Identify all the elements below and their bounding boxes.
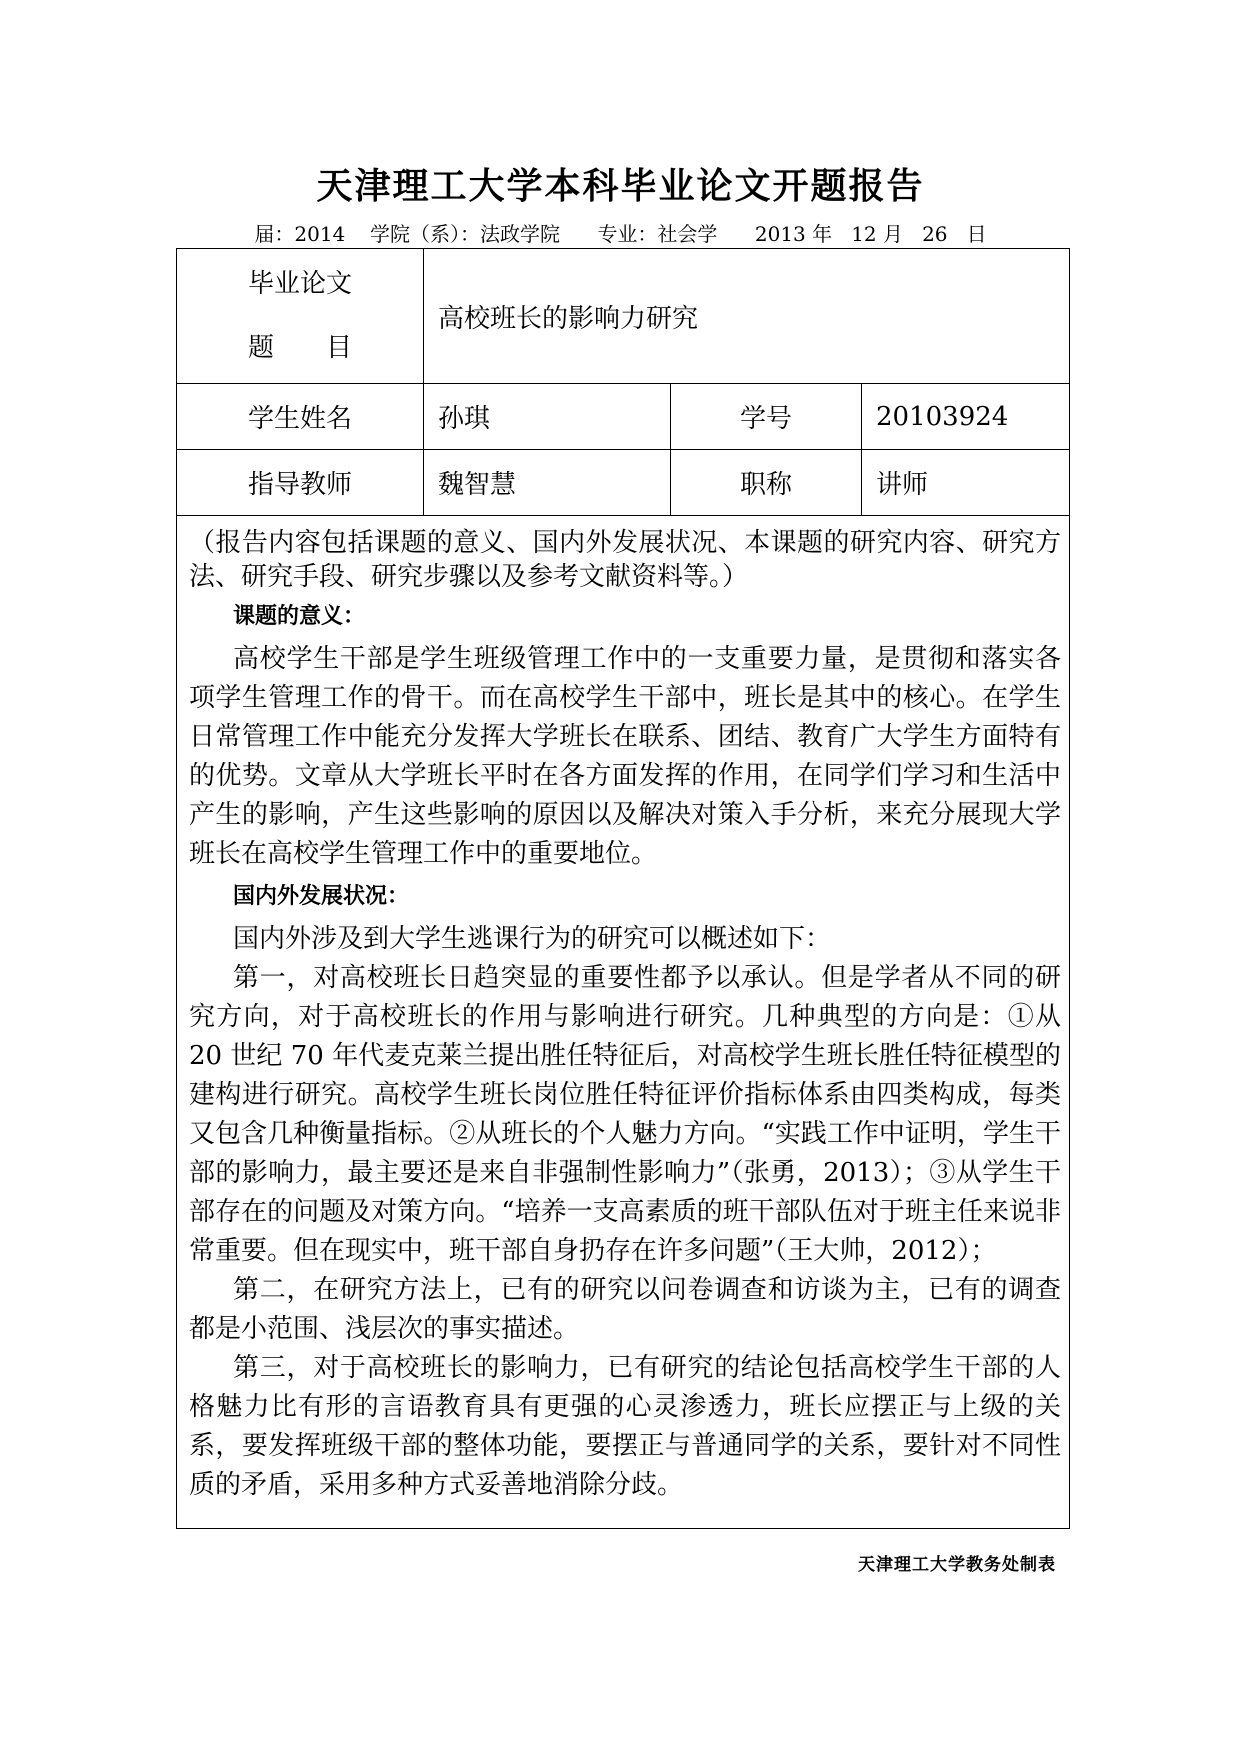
form-footer: 天津理工大学教务处制表 xyxy=(858,1555,1056,1575)
report-content-cell xyxy=(177,516,1070,1529)
meta-major: 专业：社会学 xyxy=(597,222,718,246)
thesis-title-value: 高校班长的影响力研究 xyxy=(424,249,1070,384)
thesis-title-label-cell xyxy=(177,249,424,384)
status-intro: 国内外涉及到大学生逃课行为的研究可以概述如下： xyxy=(233,924,832,954)
report-title: 天津理工大学本科毕业论文开题报告 xyxy=(316,165,925,207)
heading-status: 国内外发展状况： xyxy=(233,883,410,909)
student-name-value: 孙琪 xyxy=(424,384,671,450)
advisor-row xyxy=(177,450,1070,516)
advisor-rank-value: 讲师 xyxy=(862,450,1070,516)
status-paragraph-2: 第二，在研究方法上，已有的研究以问卷调查和访谈为主，已有的调查都是小范围、浅层次的事实描述。 xyxy=(189,1275,1061,1344)
thesis-title-label-line1: 毕业论文 xyxy=(247,269,352,299)
report-meta xyxy=(0,218,1241,247)
student-row xyxy=(177,384,1070,450)
student-id-value: 20103924 xyxy=(862,384,1070,450)
report-content-row xyxy=(177,516,1070,1529)
significance-paragraph: 高校学生干部是学生班级管理工作中的一支重要力量，是贯彻和落实各项学生管理工作的骨干。而在高校学生干部中，班长是其中的核心。在学生日常管理工作中能充分发挥大学班长在联系、团结、教育广大学生方面特有的优势。文章从大学班长平时在各方面发挥的作用，在同学们学习和生活中产生的影响，产生这些影响的原因以及解决对策入手分析，来充分展现大学班长在高校学生管理工作中的重要地位。 xyxy=(189,644,1061,869)
status-paragraph-1: 第一，对高校班长日趋突显的重要性都予以承认。但是学者从不同的研究方向，对于高校班长的作用与影响进行研究。几种典型的方向是：①从 20 世纪 70 年代麦克莱兰提出胜任特征后，对高校学生班长胜任特征模型的建构进行研究。高校学生班长岗位胜任特征评价指标体系由四类构成，每类又包含几种衡量指标。②从班长的个人魅力方向。“实践工作中证明，学生干部的影响力，最主要还是来自非强制性影响力”（张勇，2013）；③从学生干部存在的问题及对策方向。“培养一支高素质的班干部队伍对于班主任来说非常重要。但在现实中，班干部自身扔存在许多问题”（王大帅，2012）； xyxy=(189,963,1061,1266)
meta-date: 2013 年 12 月 26 日 xyxy=(754,222,987,246)
thesis-title-label-line2: 题 目 xyxy=(247,333,352,363)
student-id-label: 学号 xyxy=(671,384,862,450)
content-note: （报告内容包括课题的意义、国内外发展状况、本课题的研究内容、研究方法、研究手段、研究步骤以及参考文献资料等。） xyxy=(189,528,1061,592)
report-form-table xyxy=(176,248,1070,1529)
student-name-label: 学生姓名 xyxy=(177,384,424,450)
advisor-name-value: 魏智慧 xyxy=(424,450,671,516)
thesis-title-row xyxy=(177,249,1070,384)
meta-college: 学院（系）：法政学院 xyxy=(370,222,560,246)
status-paragraph-3: 第三，对于高校班长的影响力，已有研究的结论包括高校学生干部的人格魅力比有形的言语教育具有更强的心灵渗透力，班长应摆正与上级的关系，要发挥班级干部的整体功能，要摆正与普通同学的关系，要针对不同性质的矛盾，采用多种方式妥善地消除分歧。 xyxy=(189,1353,1061,1500)
meta-session: 届：2014 xyxy=(254,222,346,246)
advisor-rank-label: 职称 xyxy=(671,450,862,516)
heading-significance: 课题的意义： xyxy=(233,603,366,629)
advisor-name-label: 指导教师 xyxy=(177,450,424,516)
